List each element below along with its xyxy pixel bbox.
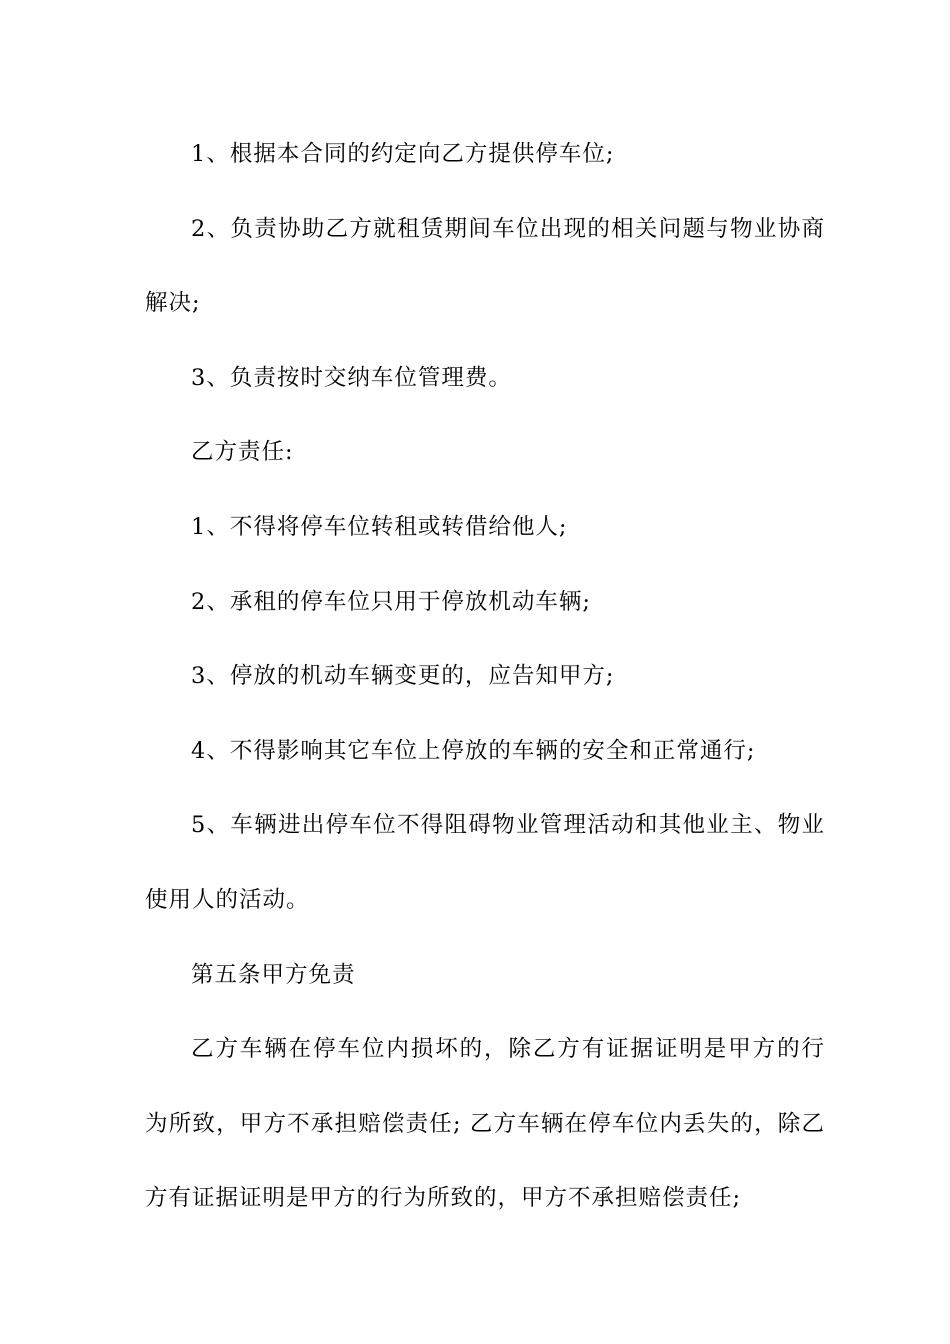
paragraph-tenant-duty-5: 5、车辆进出停车位不得阻碍物业管理活动和其他业主、物业使用人的活动。 — [145, 812, 825, 913]
paragraph-landlord-duty-3: 3、负责按时交纳车位管理费。 — [191, 364, 512, 391]
section-heading-tenant-duties: 乙方责任: — [191, 439, 294, 466]
document-body — [145, 117, 825, 1236]
paragraph-tenant-duty-1: 1、不得将停车位转租或转借给他人; — [191, 513, 568, 540]
paragraph-landlord-duty-1: 1、根据本合同的约定向乙方提供停车位; — [191, 141, 615, 167]
paragraph-tenant-duty-2: 2、承租的停车位只用于停放机动车辆; — [191, 588, 591, 615]
paragraph-tenant-duty-3: 3、停放的机动车辆变更的，应告知甲方; — [191, 663, 615, 690]
paragraph-tenant-duty-4: 4、不得影响其它车位上停放的车辆的安全和正常通行; — [191, 737, 756, 764]
paragraph-landlord-duty-2: 2、负责协助乙方就租赁期间车位出现的相关问题与物业协商解决; — [145, 215, 825, 317]
section-heading-article-5: 第五条甲方免责 — [191, 961, 356, 988]
paragraph-landlord-exemption: 乙方车辆在停车位内损坏的，除乙方有证据证明是甲方的行为所致，甲方不承担赔偿责任; 乙方车辆在停车位内丢失的，除乙方有证据证明是甲方的行为所致的，甲方不承担赔偿责任; — [145, 1036, 825, 1212]
